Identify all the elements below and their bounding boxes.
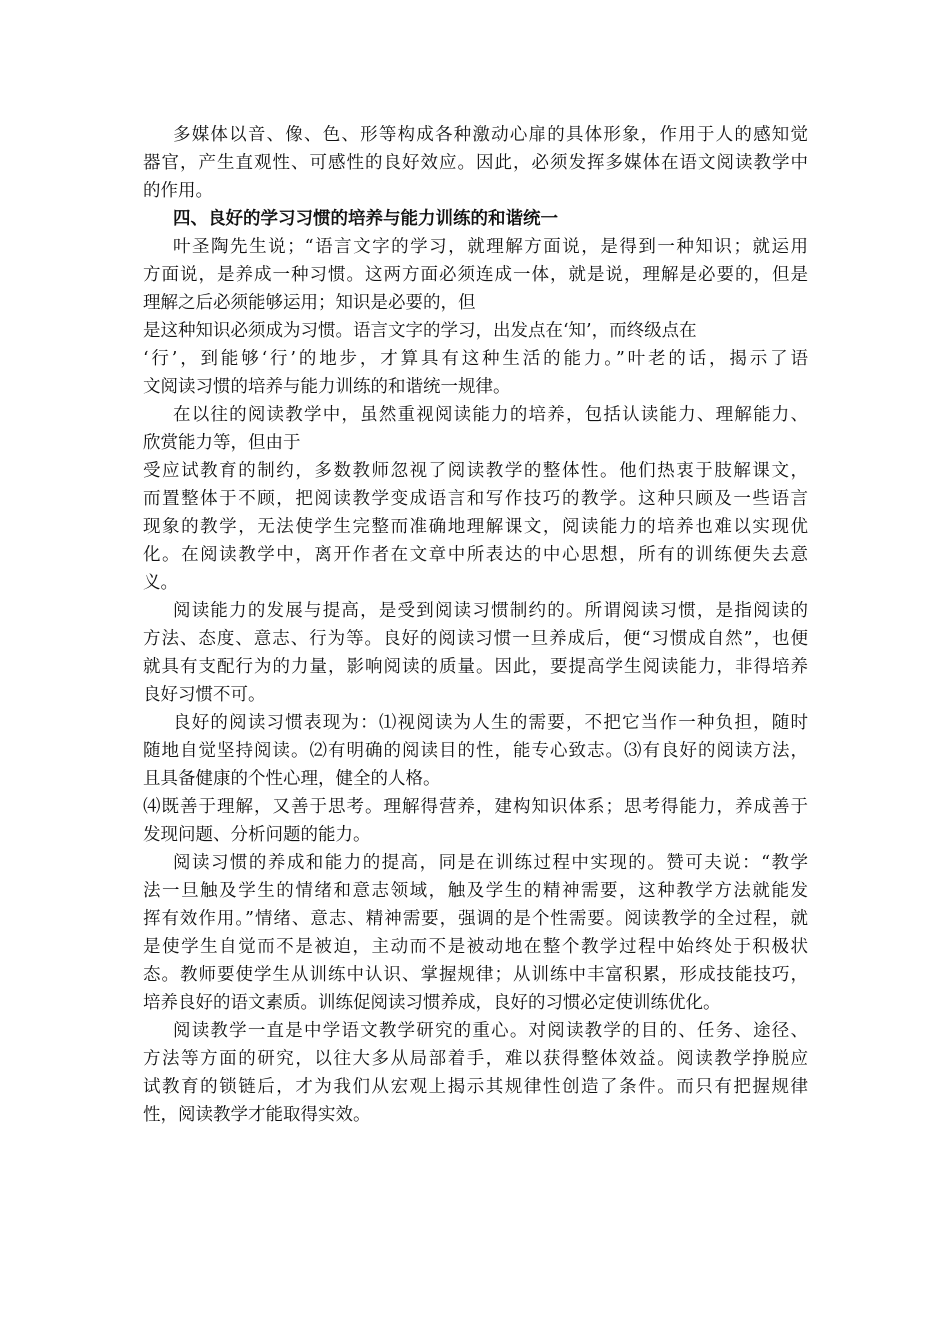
text-line: 欣赏能力等，但由于 xyxy=(143,433,301,453)
text-line: 方面说，是养成一种习惯。这两方面必须连成一体，就是说，理解是必要的，但是 xyxy=(143,265,808,285)
text-line: 就具有支配行为的力量，影响阅读的质量。因此，要提高学生阅读能力，非得培养 xyxy=(143,657,808,677)
text-line: 受应试教育的制约，多数教师忽视了阅读教学的整体性。他们热衷于肢解课文， xyxy=(143,461,808,481)
text-line: 性，阅读教学才能取得实效。 xyxy=(143,1105,371,1125)
text-line: 而置整体于不顾，把阅读教学变成语言和写作技巧的教学。这种只顾及一些语言 xyxy=(143,489,808,509)
text-line: 方法、态度、意志、行为等。良好的阅读习惯一旦养成后，便“习惯成自然”，也便 xyxy=(143,629,808,649)
text-line: 随地自觉坚持阅读。⑵有明确的阅读目的性，能专心致志。⑶有良好的阅读方法， xyxy=(143,741,808,761)
section-heading: 四、良好的学习习惯的培养与能力训练的和谐统一 xyxy=(173,209,558,229)
document-body xyxy=(143,121,808,1129)
text-line: 法一旦触及学生的情绪和意志领域，触及学生的精神需要，这种教学方法就能发 xyxy=(143,881,808,901)
text-line: 义。 xyxy=(143,573,178,593)
text-line: 器官，产生直观性、可感性的良好效应。因此，必须发挥多媒体在语文阅读教学中 xyxy=(143,153,808,173)
text-line: 化。在阅读教学中，离开作者在文章中所表达的中心思想，所有的训练便失去意 xyxy=(143,545,808,565)
text-line: 方法等方面的研究，以往大多从局部着手，难以获得整体效益。阅读教学挣脱应 xyxy=(143,1049,808,1069)
text-line: 良好的阅读习惯表现为：⑴视阅读为人生的需要，不把它当作一种负担，随时 xyxy=(173,713,808,733)
text-line: 叶圣陶先生说；“语言文字的学习，就理解方面说，是得到一种知识；就运用 xyxy=(173,237,808,257)
text-line: 发现问题、分析问题的能力。 xyxy=(143,825,371,845)
text-line: 在以往的阅读教学中，虽然重视阅读能力的培养，包括认读能力、理解能力、 xyxy=(173,405,808,425)
text-line: 现象的教学，无法使学生完整而准确地理解课文，阅读能力的培养也难以实现优 xyxy=(143,517,808,537)
text-line: 态。教师要使学生从训练中认识、掌握规律；从训练中丰富积累，形成技能技巧， xyxy=(143,965,808,985)
text-line: 理解之后必须能够运用；知识是必要的，但 xyxy=(143,293,476,313)
text-line: 是使学生自觉而不是被迫，主动而不是被动地在整个教学过程中始终处于积极状 xyxy=(143,937,808,957)
text-line: ‘行’，到能够‘行’的地步，才算具有这种生活的能力。”叶老的话，揭示了语 xyxy=(143,349,808,369)
text-line: 培养良好的语文素质。训练促阅读习惯养成，良好的习惯必定使训练优化。 xyxy=(143,993,721,1013)
text-line: 试教育的锁链后，才为我们从宏观上揭示其规律性创造了条件。而只有把握规律 xyxy=(143,1077,808,1097)
text-line: 良好习惯不可。 xyxy=(143,685,266,705)
text-line: 阅读能力的发展与提高，是受到阅读习惯制约的。所谓阅读习惯，是指阅读的 xyxy=(173,601,808,621)
text-line: ⑷既善于理解，又善于思考。理解得营养，建构知识体系；思考得能力，养成善于 xyxy=(143,797,808,817)
text-line: 且具备健康的个性心理，健全的人格。 xyxy=(143,769,441,789)
text-line: 挥有效作用。”情绪、意志、精神需要，强调的是个性需要。阅读教学的全过程，就 xyxy=(143,909,808,929)
text-line: 的作用。 xyxy=(143,181,213,201)
text-line: 多媒体以音、像、色、形等构成各种激动心扉的具体形象，作用于人的感知觉 xyxy=(173,125,808,145)
text-line: 文阅读习惯的培养与能力训练的和谐统一规律。 xyxy=(143,377,511,397)
text-line: 阅读教学一直是中学语文教学研究的重心。对阅读教学的目的、任务、途径、 xyxy=(173,1021,808,1041)
text-line: 阅读习惯的养成和能力的提高，同是在训练过程中实现的。赞可夫说：“教学 xyxy=(173,853,808,873)
text-line: 是这种知识必须成为习惯。语言文字的学习，出发点在‘知’，而终级点在 xyxy=(143,321,697,341)
